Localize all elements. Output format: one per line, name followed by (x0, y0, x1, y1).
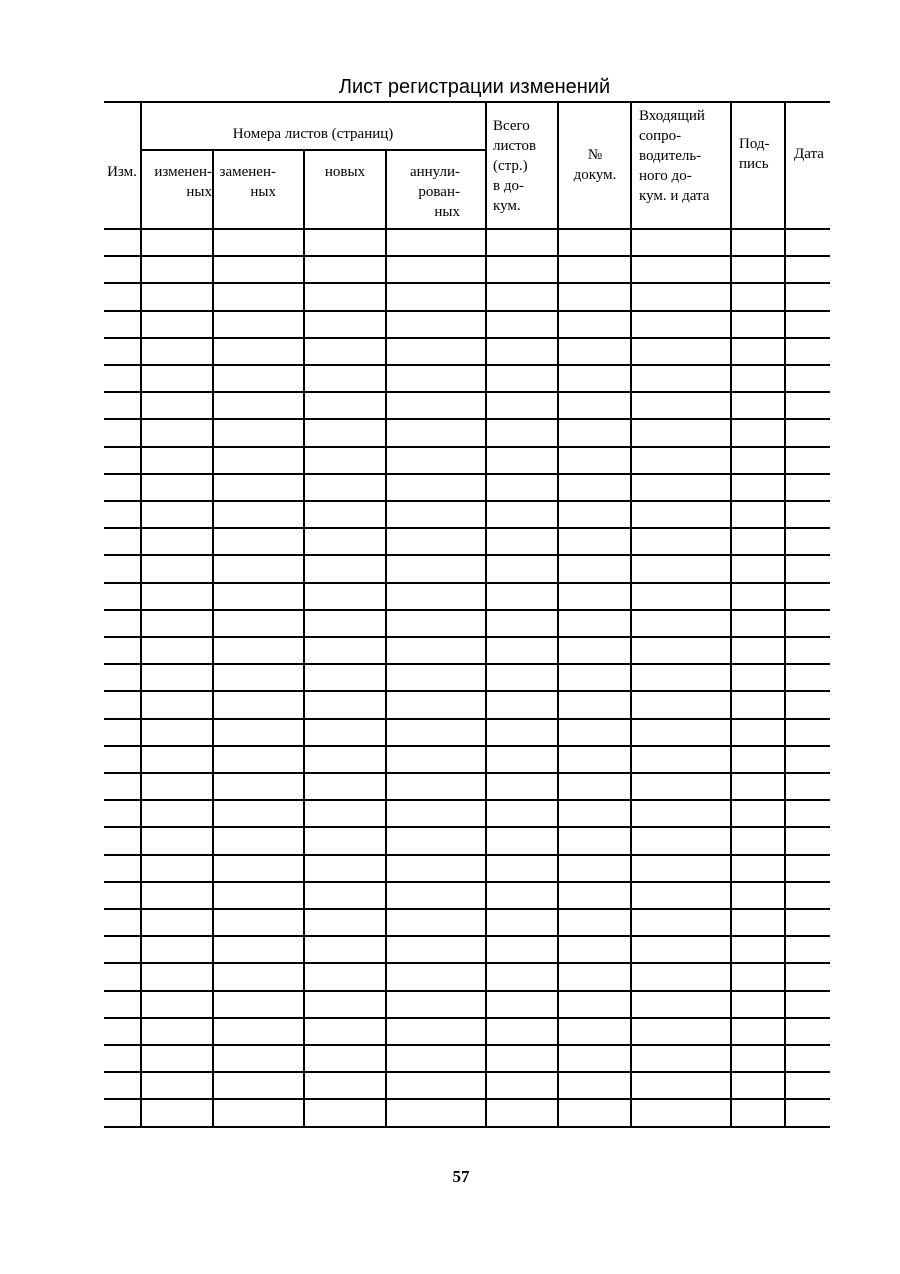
table-row (104, 474, 830, 501)
table-row (104, 555, 830, 582)
table-row (104, 311, 830, 338)
page-number: 57 (452, 1167, 470, 1186)
table-row (104, 338, 830, 365)
header-annulirovannyh: аннули- рован- ных (409, 164, 460, 220)
table-row (104, 610, 830, 637)
table-row (104, 773, 830, 800)
table-row (104, 827, 830, 854)
table-row (104, 501, 830, 528)
table-row (104, 392, 830, 419)
header-podpis: Под- пись (739, 136, 770, 172)
header-izmenennyh: изменен- ных (154, 164, 212, 200)
table-row (104, 1072, 830, 1099)
header-vhodyashchiy-dokum: Входящий сопро- водитель- ного до- кум. и дата (639, 108, 710, 204)
table-row (104, 719, 830, 746)
table-row (104, 1018, 830, 1045)
table-row (104, 909, 830, 936)
table-row (104, 365, 830, 392)
table-row (104, 800, 830, 827)
header-izm: Изм. (107, 164, 137, 180)
table-row (104, 637, 830, 664)
table-row (104, 882, 830, 909)
table-row (104, 746, 830, 773)
table-row (104, 419, 830, 446)
header-vsego-listov: Всего листов (стр.) в до- кум. (493, 118, 537, 214)
table-top-rule (104, 101, 830, 103)
header-nomer-dokum: № докум. (573, 147, 617, 183)
header-sheet-numbers-group: Номера листов (страниц) (232, 126, 394, 142)
table-row (104, 1099, 830, 1126)
table-row (104, 528, 830, 555)
table-row (104, 991, 830, 1018)
table-row (104, 1045, 830, 1072)
table-row (104, 855, 830, 882)
group-divider-rule (141, 149, 485, 151)
table-row (104, 447, 830, 474)
page-title: Лист регистрации изменений (338, 76, 611, 98)
table-row (104, 283, 830, 310)
table-row (104, 664, 830, 691)
table-row (104, 936, 830, 963)
header-data: Дата (794, 146, 824, 162)
table-row (104, 691, 830, 718)
table-row (104, 229, 830, 256)
header-zamenennyh: заменен- ных (219, 164, 276, 200)
header-novyh: новых (324, 164, 366, 180)
table-row (104, 256, 830, 283)
table-row (104, 583, 830, 610)
table-row (104, 963, 830, 990)
